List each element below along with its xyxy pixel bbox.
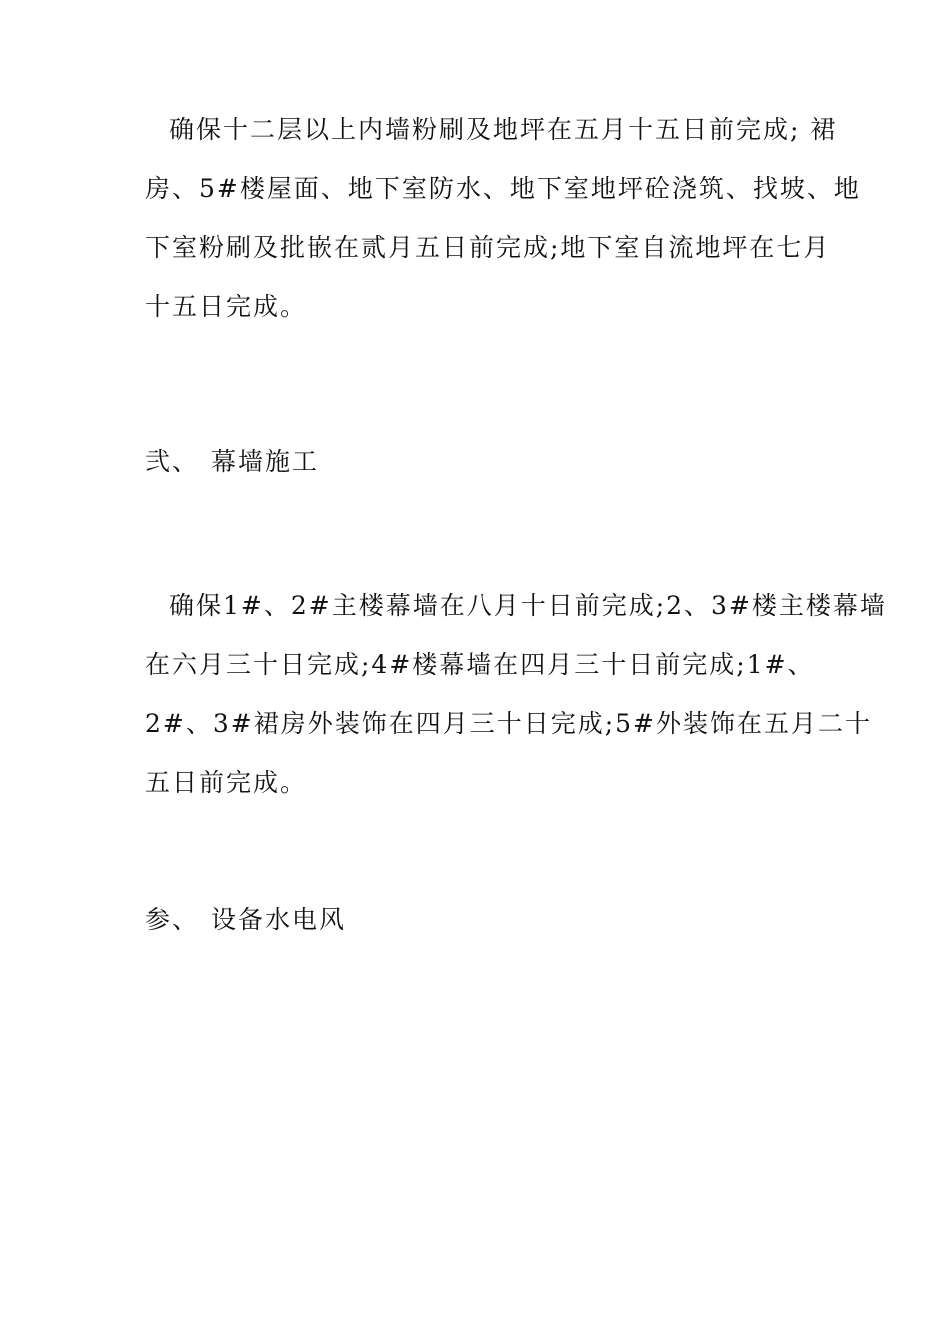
section-title: 设备水电风: [211, 905, 347, 934]
paragraph-line: 在六月三十日完成;4#楼幕墙在四月三十日前完成;1#、: [145, 650, 815, 679]
paragraph-line: 十五日完成。: [145, 292, 308, 321]
section-heading-curtain-wall: [145, 442, 319, 482]
section-number: 弐、: [145, 447, 200, 476]
paragraph-line: 房、5#楼屋面、地下室防水、地下室地坪砼浇筑、找坡、地: [145, 174, 861, 203]
paragraph-curtain-wall: [145, 576, 887, 812]
paragraph-line: 确保十二层以上内墙粉刷及地坪在五月十五日前完成; 裙: [169, 115, 838, 144]
section-heading-mep: [145, 900, 346, 940]
paragraph-line: 下室粉刷及批嵌在贰月五日前完成;地下室自流地坪在七月: [145, 233, 831, 262]
paragraph-line: 确保1#、2#主楼幕墙在八月十日前完成;2、3#楼主楼幕墙: [169, 591, 887, 620]
paragraph-line: 2#、3#裙房外装饰在四月三十日完成;5#外装饰在五月二十: [145, 709, 872, 738]
section-number: 参、: [145, 905, 200, 934]
section-title: 幕墙施工: [211, 447, 320, 476]
paragraph-line: 五日前完成。: [145, 768, 308, 797]
paragraph-finishing-work: [145, 100, 861, 336]
